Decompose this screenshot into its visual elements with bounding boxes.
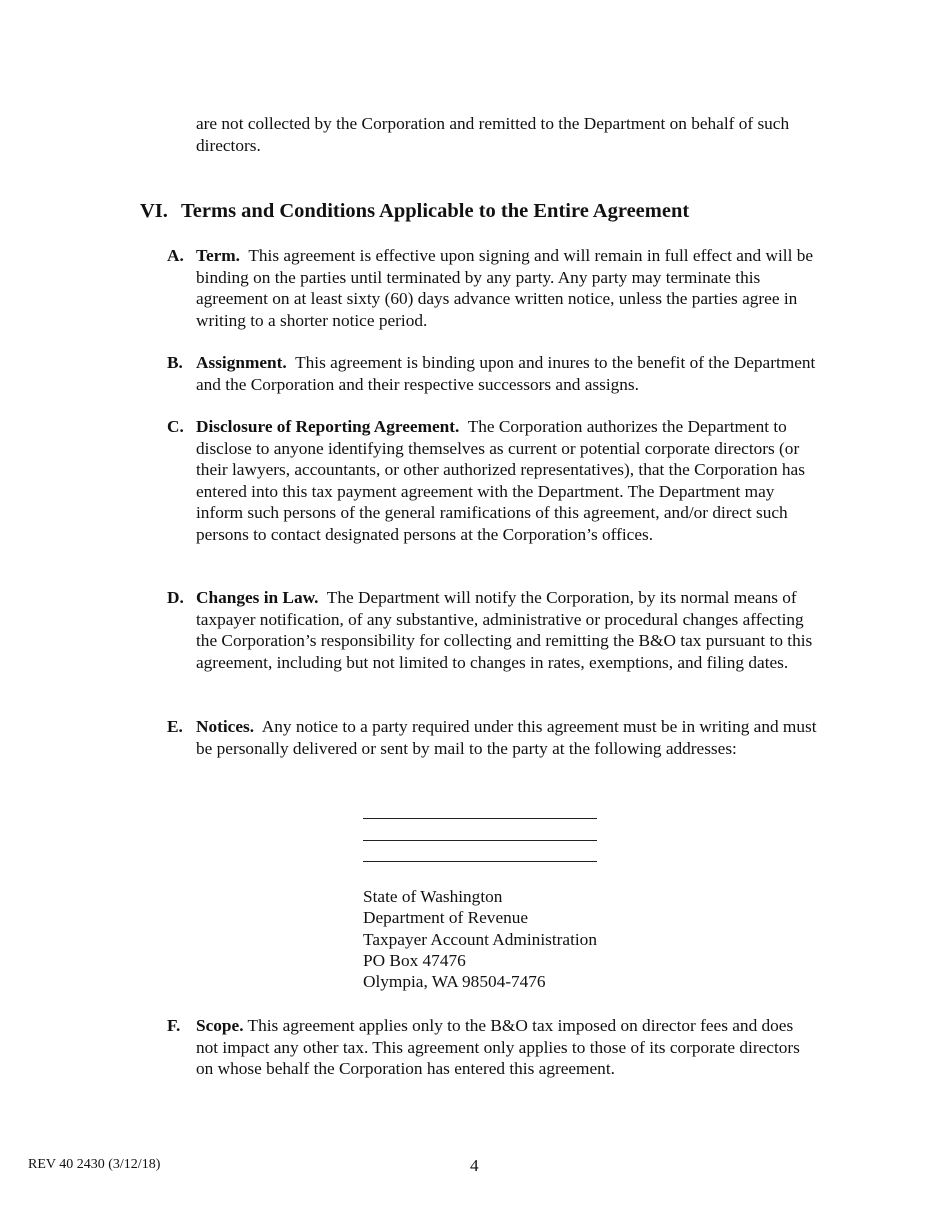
item-text: This agreement is binding upon and inures to the benefit of the Department and the Corporation and their respective successors and assigns. (196, 353, 816, 394)
item-assignment (167, 352, 817, 395)
continuation-paragraph: are not collected by the Corporation and remitted to the Department on behalf of such directors. (196, 114, 790, 155)
item-title: Notices. (196, 717, 255, 736)
item-letter: E. (167, 717, 183, 736)
page-number: 4 (470, 1156, 479, 1175)
item-title: Assignment. (196, 353, 287, 372)
address-blank-line[interactable] (363, 861, 597, 862)
item-disclosure (167, 416, 817, 545)
address-blank-line[interactable] (363, 840, 597, 841)
item-text: The Corporation authorizes the Department to disclose to anyone identifying themselves as current or potential corporate directors (or their lawyers, accountants, or other authorized representatives), that the Corporation has entered into this tax payment agreement with the Department. The Department may inform such persons of the general ramifications of this agreement, and/or direct such persons to contact designated persons at the Corporation’s offices. (196, 417, 805, 544)
item-text: The Department will notify the Corporation, by its normal means of taxpayer notification, of any substantive, administrative or procedural changes affecting the Corporation’s responsibility for collecting and remitting the B&O tax pursuant to this agreement, including but not limited to changes in rates, exemptions, and filing dates. (196, 588, 813, 672)
address-line: Olympia, WA 98504-7476 (363, 972, 546, 992)
department-address (363, 886, 597, 992)
item-text: This agreement applies only to the B&O tax imposed on director fees and does not impact any other tax. This agreement only applies to those of its corporate directors on whose behalf the Corporation has entered this agreement. (196, 1016, 800, 1078)
item-title: Changes in Law. (196, 588, 319, 607)
item-letter: B. (167, 353, 183, 372)
section-number: VI. (140, 200, 168, 222)
address-blank-line[interactable] (363, 818, 597, 819)
item-letter: D. (167, 588, 184, 607)
item-letter: C. (167, 417, 184, 436)
address-line: Taxpayer Account Administration (363, 929, 597, 949)
item-scope (167, 1015, 817, 1080)
item-text: This agreement is effective upon signing and will remain in full effect and will be binding on the parties until terminated by any party. Any party may terminate this agreement on at least sixty (60) days advance written notice, unless the parties agree in writing to a shorter notice period. (196, 246, 814, 330)
item-letter: F. (167, 1016, 181, 1035)
address-line: Department of Revenue (363, 908, 529, 928)
item-term (167, 245, 817, 331)
item-notices (167, 716, 817, 759)
item-letter: A. (167, 246, 184, 265)
item-title: Disclosure of Reporting Agreement. (196, 417, 460, 436)
item-text: Any notice to a party required under this agreement must be in writing and must be personally delivered or sent by mail to the party at the following addresses: (196, 717, 817, 758)
item-title: Scope. (196, 1016, 244, 1035)
address-line: State of Washington (363, 887, 503, 906)
form-number: REV 40 2430 (3/12/18) (28, 1157, 161, 1172)
section-title: Terms and Conditions Applicable to the Entire Agreement (181, 200, 690, 222)
section-heading (140, 198, 689, 224)
address-line: PO Box 47476 (363, 950, 466, 970)
item-title: Term. (196, 246, 240, 265)
item-changes-in-law (167, 587, 817, 673)
